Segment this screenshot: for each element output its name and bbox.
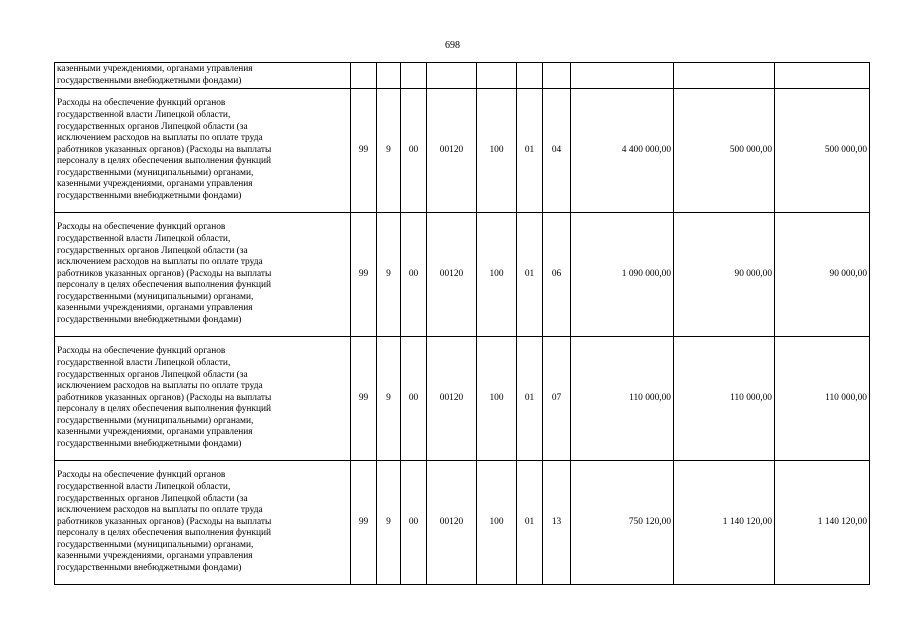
row-code6: 01 <box>517 337 543 461</box>
row-code7: 04 <box>543 89 571 213</box>
row-amount1: 1 090 000,00 <box>571 213 674 337</box>
row-code7: 13 <box>543 461 571 585</box>
row-code2: 9 <box>377 337 401 461</box>
row-code2: 9 <box>377 461 401 585</box>
row-amount1 <box>571 63 674 89</box>
row-code5 <box>477 63 517 89</box>
row-amount3: 1 140 120,00 <box>775 461 870 585</box>
row-description: казенными учреждениями, органами управления государственными внебюджетными фондами) <box>55 63 351 89</box>
row-code5: 100 <box>477 461 517 585</box>
row-code1: 99 <box>351 213 377 337</box>
row-code6: 01 <box>517 89 543 213</box>
row-code6 <box>517 63 543 89</box>
row-code7: 07 <box>543 337 571 461</box>
row-code6: 01 <box>517 461 543 585</box>
row-code3: 00 <box>401 89 427 213</box>
row-code3: 00 <box>401 213 427 337</box>
row-code2: 9 <box>377 89 401 213</box>
row-amount3: 90 000,00 <box>775 213 870 337</box>
page-number: 698 <box>445 40 460 51</box>
table-row <box>55 63 870 89</box>
row-code4: 00120 <box>427 89 477 213</box>
row-code1: 99 <box>351 89 377 213</box>
row-code1: 99 <box>351 337 377 461</box>
row-amount1: 4 400 000,00 <box>571 89 674 213</box>
row-description: Расходы на обеспечение функций органов государственной власти Липецкой области, государственных органов Липецкой области (за исключением расходов на выплаты по оплате труда работников указанных органов) (Расходы на выплаты персоналу в целях обеспечения выполнения функций государственными (муниципальными) органами, казенными учреждениями, органами управления государственными внебюджетными фондами) <box>55 461 351 585</box>
row-description: Расходы на обеспечение функций органов государственной власти Липецкой области, государственных органов Липецкой области (за исключением расходов на выплаты по оплате труда работников указанных органов) (Расходы на выплаты персоналу в целях обеспечения выполнения функций государственными (муниципальными) органами, казенными учреждениями, органами управления государственными внебюджетными фондами) <box>55 213 351 337</box>
row-code1: 99 <box>351 461 377 585</box>
row-description: Расходы на обеспечение функций органов государственной власти Липецкой области, государственных органов Липецкой области (за исключением расходов на выплаты по оплате труда работников указанных органов) (Расходы на выплаты персоналу в целях обеспечения выполнения функций государственными (муниципальными) органами, казенными учреждениями, органами управления государственными внебюджетными фондами) <box>55 337 351 461</box>
row-amount1: 110 000,00 <box>571 337 674 461</box>
row-amount2 <box>674 63 775 89</box>
row-amount2: 1 140 120,00 <box>674 461 775 585</box>
row-description: Расходы на обеспечение функций органов государственной власти Липецкой области, государственных органов Липецкой области (за исключением расходов на выплаты по оплате труда работников указанных органов) (Расходы на выплаты персоналу в целях обеспечения выполнения функций государственными (муниципальными) органами, казенными учреждениями, органами управления государственными внебюджетными фондами) <box>55 89 351 213</box>
row-code4 <box>427 63 477 89</box>
row-amount3: 110 000,00 <box>775 337 870 461</box>
row-code2 <box>377 63 401 89</box>
row-code4: 00120 <box>427 213 477 337</box>
table-row <box>55 213 870 337</box>
row-code7: 06 <box>543 213 571 337</box>
row-code3: 00 <box>401 461 427 585</box>
budget-table <box>54 62 870 585</box>
row-amount2: 500 000,00 <box>674 89 775 213</box>
row-code4: 00120 <box>427 461 477 585</box>
row-code7 <box>543 63 571 89</box>
row-code5: 100 <box>477 89 517 213</box>
row-code4: 00120 <box>427 337 477 461</box>
table-row <box>55 461 870 585</box>
table-row <box>55 89 870 213</box>
row-code3 <box>401 63 427 89</box>
row-amount1: 750 120,00 <box>571 461 674 585</box>
row-amount2: 110 000,00 <box>674 337 775 461</box>
row-code1 <box>351 63 377 89</box>
row-code2: 9 <box>377 213 401 337</box>
table-row <box>55 337 870 461</box>
table-body <box>55 63 870 585</box>
row-code6: 01 <box>517 213 543 337</box>
row-code3: 00 <box>401 337 427 461</box>
row-code5: 100 <box>477 213 517 337</box>
row-code5: 100 <box>477 337 517 461</box>
row-amount3 <box>775 63 870 89</box>
row-amount2: 90 000,00 <box>674 213 775 337</box>
row-amount3: 500 000,00 <box>775 89 870 213</box>
